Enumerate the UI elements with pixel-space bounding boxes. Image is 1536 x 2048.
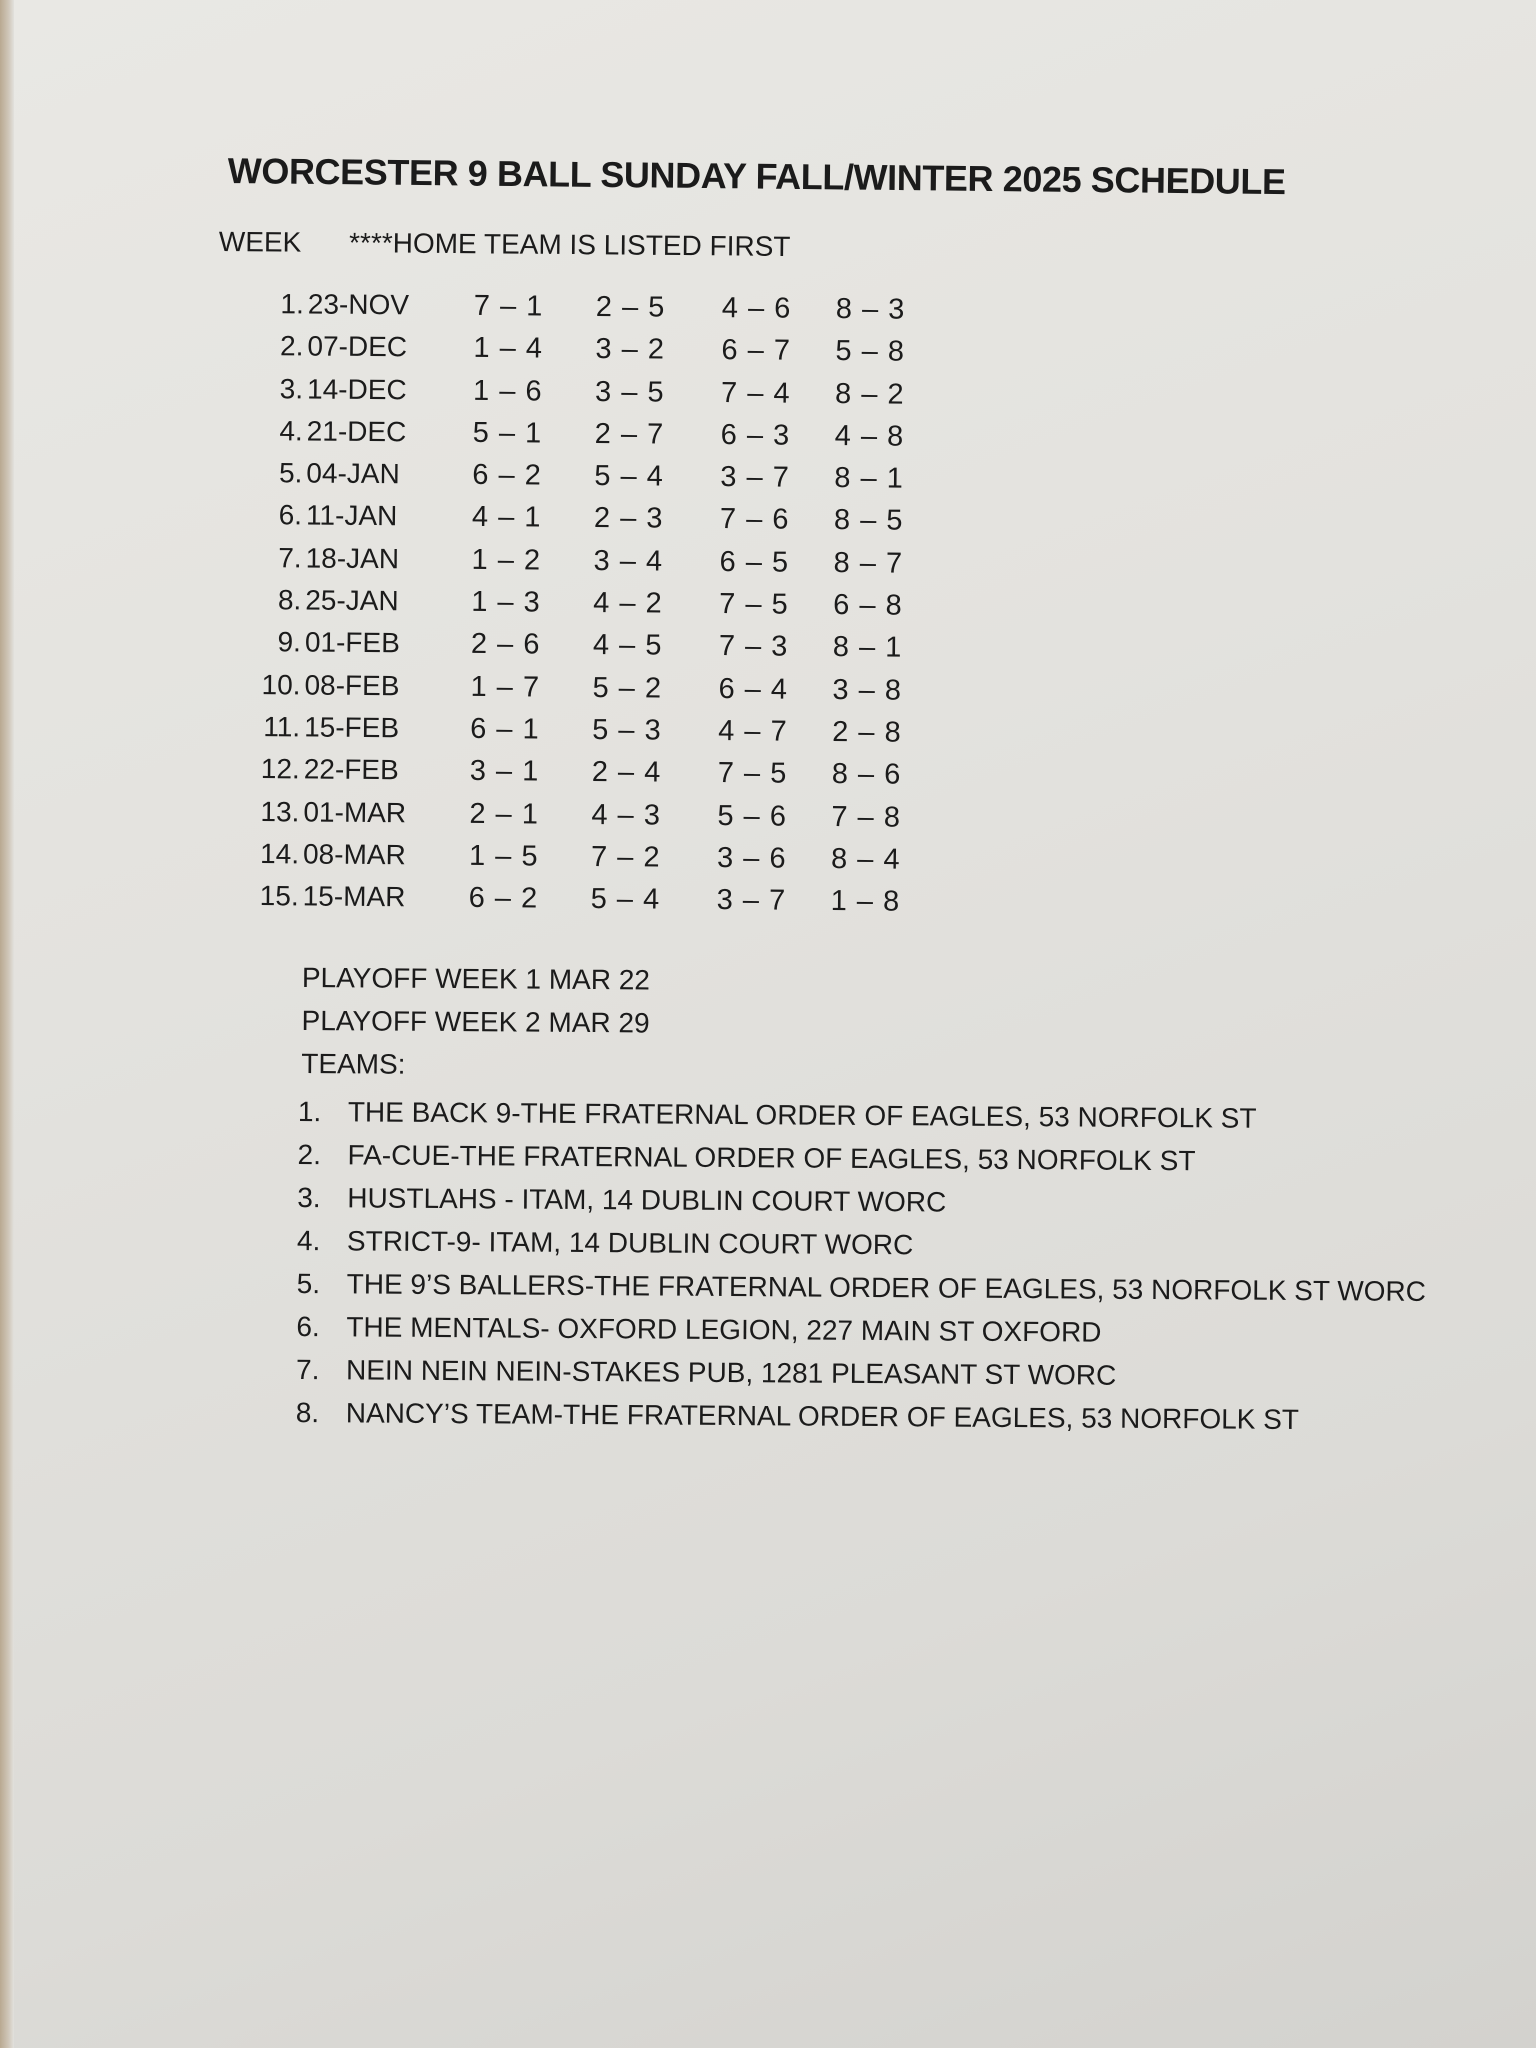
match-pairing: 4 – 5 [592, 629, 663, 662]
week-date: 15-MAR [302, 880, 406, 913]
team-name-venue: HUSTLAHS - ITAM, 14 DUBLIN COURT WORC [347, 1182, 947, 1218]
match-pairing: 7 – 4 [720, 376, 791, 410]
teams-list [296, 1096, 1428, 1448]
week-number: 4. [279, 415, 303, 447]
match-pairing: 4 – 1 [471, 501, 542, 534]
team-name-venue: NANCY’S TEAM-THE FRATERNAL ORDER OF EAGLES, 53 NORFOLK ST [345, 1397, 1300, 1435]
match-pairing: 3 – 7 [720, 461, 791, 494]
match-pairing: 2 – 8 [832, 716, 902, 749]
match-pairing: 1 – 2 [471, 543, 542, 577]
schedule-table [250, 288, 906, 922]
week-date: 15-FEB [304, 711, 400, 744]
team-number: 5. [296, 1267, 321, 1300]
week-cell [254, 499, 398, 532]
team-name-venue: THE 9’S BALLERS-THE FRATERNAL ORDER OF EAGLES, 53 NORFOLK ST WORC [346, 1268, 1427, 1307]
match-pairing: 7 – 8 [831, 800, 902, 834]
team-number: 8. [295, 1396, 320, 1429]
match-pairing: 5 – 3 [592, 713, 662, 747]
playoff-notes [301, 962, 650, 1093]
week-cell [256, 288, 409, 321]
week-cell [251, 838, 406, 871]
week-cell [251, 880, 406, 913]
week-cell [254, 542, 400, 575]
week-date: 23-NOV [307, 288, 410, 321]
match-pairing: 6 – 1 [470, 712, 540, 746]
match-pairing: 7 – 5 [717, 757, 788, 790]
match-pairing: 3 – 1 [469, 755, 540, 788]
home-team-note: ****HOME TEAM IS LISTED FIRST [348, 227, 791, 262]
week-cell [254, 457, 400, 490]
week-date: 07-DEC [307, 330, 408, 363]
match-pairing: 8 – 6 [831, 758, 902, 791]
match-pairing: 3 – 5 [594, 375, 665, 409]
match-pairing: 8 – 3 [835, 293, 906, 326]
match-pairing: 2 – 1 [469, 797, 540, 831]
page-edge [0, 0, 14, 2048]
week-number: 1. [280, 288, 304, 320]
match-pairing: 2 – 4 [591, 756, 662, 789]
week-cell [253, 584, 399, 617]
week-number: 11. [263, 711, 301, 743]
match-pairing: 5 – 8 [835, 335, 906, 368]
match-pairing: 8 – 7 [833, 546, 904, 580]
week-cell [255, 330, 407, 363]
week-number: 12. [260, 753, 300, 785]
week-number: 10. [261, 668, 301, 701]
match-pairing: 1 – 4 [473, 332, 544, 365]
match-pairing: 6 – 4 [718, 672, 789, 706]
match-pairing: 5 – 2 [592, 671, 663, 705]
week-cell [255, 373, 407, 406]
week-number: 2. [280, 330, 304, 362]
week-date: 14-DEC [306, 373, 407, 405]
week-number: 6. [278, 499, 303, 531]
match-pairing: 6 – 2 [468, 882, 539, 915]
week-cell [255, 415, 407, 448]
match-pairing: 7 – 2 [590, 840, 661, 874]
team-number: 7. [295, 1353, 320, 1386]
week-number: 5. [278, 457, 303, 489]
match-pairing: 4 – 3 [591, 798, 662, 832]
week-date: 01-FEB [304, 626, 400, 659]
team-number: 4. [296, 1224, 321, 1257]
match-pairing: 7 – 6 [719, 503, 790, 537]
week-cell [252, 753, 399, 786]
match-pairing: 3 – 8 [832, 673, 903, 707]
match-pairing: 6 – 7 [721, 334, 792, 367]
match-pairing: 2 – 6 [470, 628, 541, 661]
week-cell [252, 711, 399, 744]
match-pairing: 6 – 3 [720, 418, 791, 452]
match-pairing: 4 – 2 [593, 587, 663, 620]
match-pairing: 7 – 1 [473, 289, 544, 323]
week-date: 25-JAN [305, 584, 399, 617]
week-date: 21-DEC [306, 415, 407, 448]
match-pairing: 7 – 5 [719, 588, 789, 621]
match-pairing: 5 – 6 [717, 799, 788, 833]
match-pairing: 2 – 5 [595, 290, 666, 324]
week-date: 22-FEB [303, 753, 399, 786]
match-pairing: 1 – 8 [830, 885, 901, 918]
schedule-subheader [219, 226, 791, 263]
match-pairing: 7 – 3 [718, 630, 789, 664]
match-pairing: 8 – 2 [834, 377, 905, 411]
week-number: 7. [278, 541, 302, 574]
match-pairing: 1 – 5 [468, 839, 539, 873]
match-pairing: 4 – 8 [834, 419, 905, 453]
teams-label: TEAMS: [301, 1047, 406, 1080]
page-title: WORCESTER 9 BALL SUNDAY FALL/WINTER 2025 SCHEDULE [227, 150, 1286, 203]
match-pairing: 5 – 4 [590, 883, 661, 916]
team-name-venue: THE MENTALS- OXFORD LEGION, 227 MAIN ST OXFORD [346, 1311, 1102, 1348]
match-pairing: 4 – 7 [718, 715, 788, 748]
week-cell [252, 669, 399, 702]
week-cell [253, 626, 400, 659]
week-date: 08-MAR [302, 838, 406, 871]
team-number: 6. [296, 1310, 320, 1343]
match-pairing: 1 – 6 [472, 374, 543, 408]
match-pairing: 6 – 5 [719, 545, 790, 579]
match-pairing: 8 – 1 [834, 462, 904, 495]
week-column-label: WEEK [218, 226, 302, 258]
match-pairing: 3 – 4 [593, 544, 664, 578]
week-date: 11-JAN [305, 499, 398, 532]
match-pairing: 1 – 3 [471, 585, 541, 619]
match-pairing: 8 – 1 [832, 631, 903, 665]
team-name-venue: FA-CUE-THE FRATERNAL ORDER OF EAGLES, 53 NORFOLK ST [347, 1139, 1196, 1177]
match-pairing: 6 – 2 [472, 459, 543, 492]
team-name-venue: NEIN NEIN NEIN-STAKES PUB, 1281 PLEASANT ST WORC [345, 1354, 1117, 1391]
week-date: 01-MAR [303, 795, 407, 828]
match-pairing: 8 – 4 [830, 842, 901, 876]
week-date: 18-JAN [305, 542, 400, 575]
week-number: 14. [259, 837, 300, 870]
match-pairing: 3 – 2 [595, 333, 666, 366]
team-number: 1. [297, 1096, 322, 1128]
match-pairing: 2 – 3 [593, 502, 664, 536]
week-cell [251, 796, 406, 829]
match-pairing: 8 – 5 [833, 504, 904, 538]
week-number: 8. [277, 584, 302, 616]
week-number: 9. [277, 626, 302, 658]
match-pairing: 4 – 6 [721, 292, 792, 325]
match-pairing: 5 – 4 [594, 460, 665, 493]
team-number: 2. [297, 1138, 322, 1171]
match-pairing: 1 – 7 [470, 670, 541, 704]
match-pairing: 3 – 6 [716, 841, 787, 875]
week-date: 04-JAN [306, 457, 400, 490]
match-pairing: 3 – 7 [716, 884, 787, 917]
match-pairing: 2 – 7 [594, 417, 665, 451]
playoff-week-2: PLAYOFF WEEK 2 MAR 29 [301, 1004, 650, 1039]
team-name-venue: THE BACK 9-THE FRATERNAL ORDER OF EAGLES, 53 NORFOLK ST [347, 1096, 1257, 1134]
week-number: 3. [279, 372, 304, 405]
playoff-week-1: PLAYOFF WEEK 1 MAR 22 [301, 962, 651, 996]
week-number: 15. [259, 880, 299, 912]
team-entry [296, 1397, 1426, 1448]
match-pairing: 6 – 8 [833, 589, 903, 622]
team-number: 3. [297, 1181, 321, 1214]
week-date: 08-FEB [304, 669, 400, 701]
match-pairing: 5 – 1 [472, 416, 543, 450]
week-number: 13. [260, 795, 300, 827]
team-name-venue: STRICT-9- ITAM, 14 DUBLIN COURT WORC [346, 1225, 914, 1261]
